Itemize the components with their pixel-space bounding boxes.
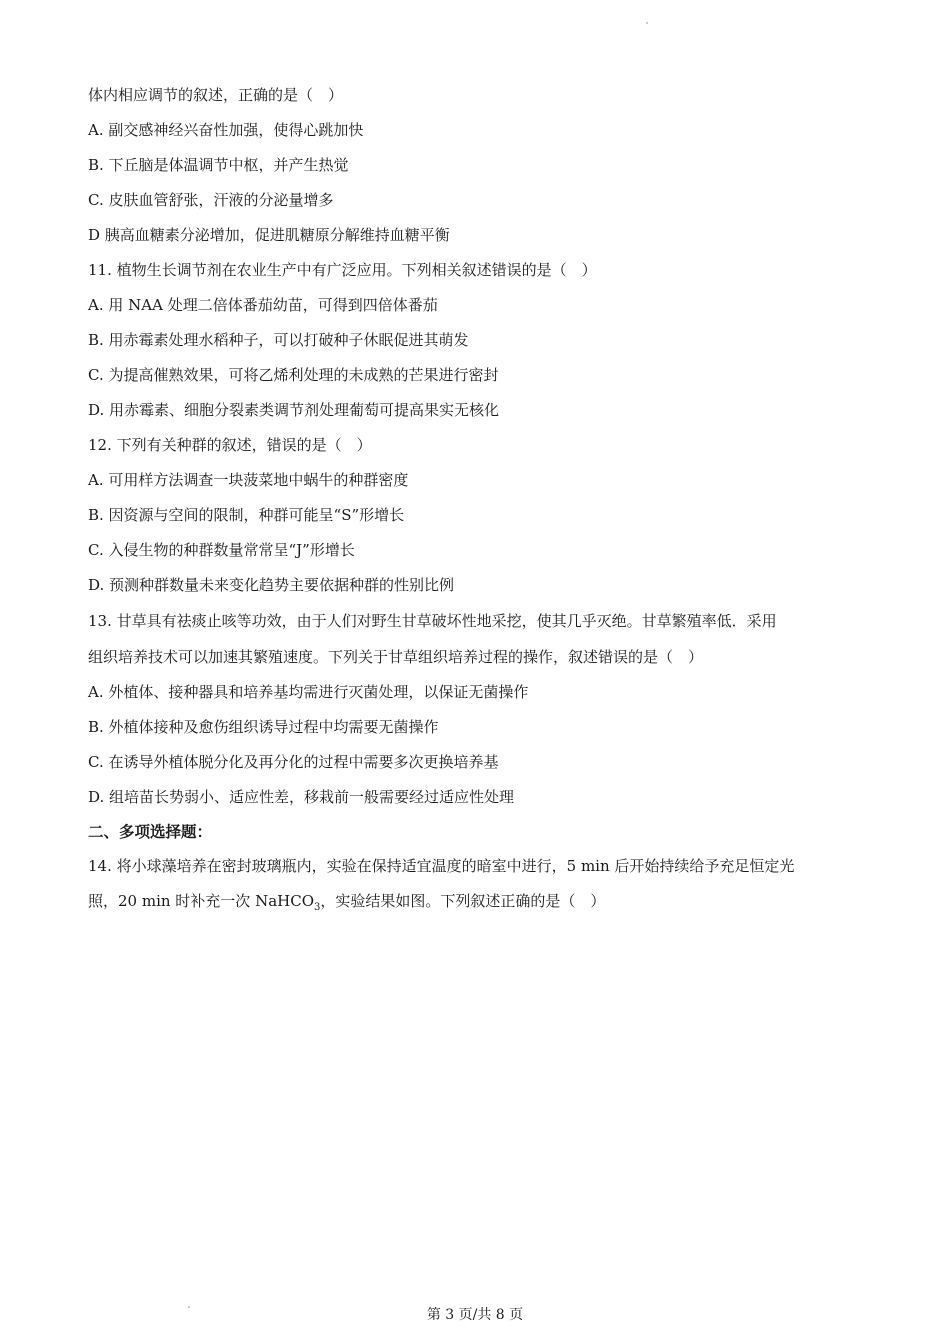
- question-13-stem-line-2: 组织培养技术可以加速其繁殖速度。下列关于甘草组织培养过程的操作，叙述错误的是（ ）: [88, 648, 704, 666]
- question-10-option-d: D 胰高血糖素分泌增加，促进肌糖原分解维持血糖平衡: [88, 226, 450, 244]
- question-12-option-d: D. 预测种群数量未来变化趋势主要依据种群的性别比例: [88, 576, 455, 594]
- question-10-option-b: B. 下丘脑是体温调节中枢，并产生热觉: [88, 156, 349, 174]
- question-10-option-c: C. 皮肤血管舒张，汗液的分泌量增多: [88, 191, 334, 209]
- question-12-stem: 12. 下列有关种群的叙述，错误的是（ ）: [88, 436, 372, 454]
- question-11-option-b: B. 用赤霉素处理水稻种子，可以打破种子休眠促进其萌发: [88, 331, 469, 349]
- question-14-stem-line-1: 14. 将小球藻培养在密封玻璃瓶内，实验在保持适宜温度的暗室中进行，5 min 后开始持续给予充足恒定光: [88, 857, 795, 875]
- question-12-option-a: A. 可用样方法调查一块菠菜地中蜗牛的种群密度: [88, 471, 409, 489]
- section-heading-multiple-choice: 二、多项选择题：: [88, 823, 213, 841]
- question-13-option-a: A. 外植体、接种器具和培养基均需进行灭菌处理，以保证无菌操作: [88, 683, 529, 701]
- question-13-option-c: C. 在诱导外植体脱分化及再分化的过程中需要多次更换培养基: [88, 753, 499, 771]
- question-14-text-post: ，实验结果如图。下列叙述正确的是（ ）: [320, 892, 606, 910]
- question-13-option-b: B. 外植体接种及愈伤组织诱导过程中均需要无菌操作: [88, 718, 439, 736]
- question-14-text-pre: 照，20 min 时补充一次 NaHCO: [88, 892, 314, 910]
- question-12-option-b: B. 因资源与空间的限制，种群可能呈“S”形增长: [88, 506, 405, 524]
- question-11-option-a: A. 用 NAA 处理二倍体番茄幼苗，可得到四倍体番茄: [88, 296, 438, 314]
- question-10-option-a: A. 副交感神经兴奋性加强，使得心跳加快: [88, 121, 364, 139]
- question-12-option-c: C. 入侵生物的种群数量常常呈“J”形增长: [88, 541, 355, 559]
- question-11-option-d: D. 用赤霉素、细胞分裂素类调节剂处理葡萄可提高果实无核化: [88, 401, 500, 419]
- page-number-footer: 第 3 页/共 8 页: [426, 1307, 524, 1323]
- question-14-stem-line-2: [88, 884, 868, 919]
- question-14-subscript: 3: [314, 902, 321, 913]
- question-11-option-c: C. 为提高催熟效果，可将乙烯利处理的未成熟的芒果进行密封: [88, 366, 499, 384]
- question-11-stem: 11. 植物生长调节剂在农业生产中有广泛应用。下列相关叙述错误的是（ ）: [88, 261, 597, 279]
- question-13-stem-line-1: 13. 甘草具有祛痰止咳等功效，由于人们对野生甘草破坏性地采挖，使其几乎灭绝。甘草繁殖率低．采用: [88, 612, 777, 630]
- question-13-option-d: D. 组培苗长势弱小、适应性差，移栽前一般需要经过适应性处理: [88, 788, 515, 806]
- scan-mark: [646, 22, 648, 24]
- page-content: [88, 78, 868, 919]
- question-14-stem: [88, 849, 868, 919]
- question-10-stem-end: 体内相应调节的叙述，正确的是（ ）: [88, 86, 344, 104]
